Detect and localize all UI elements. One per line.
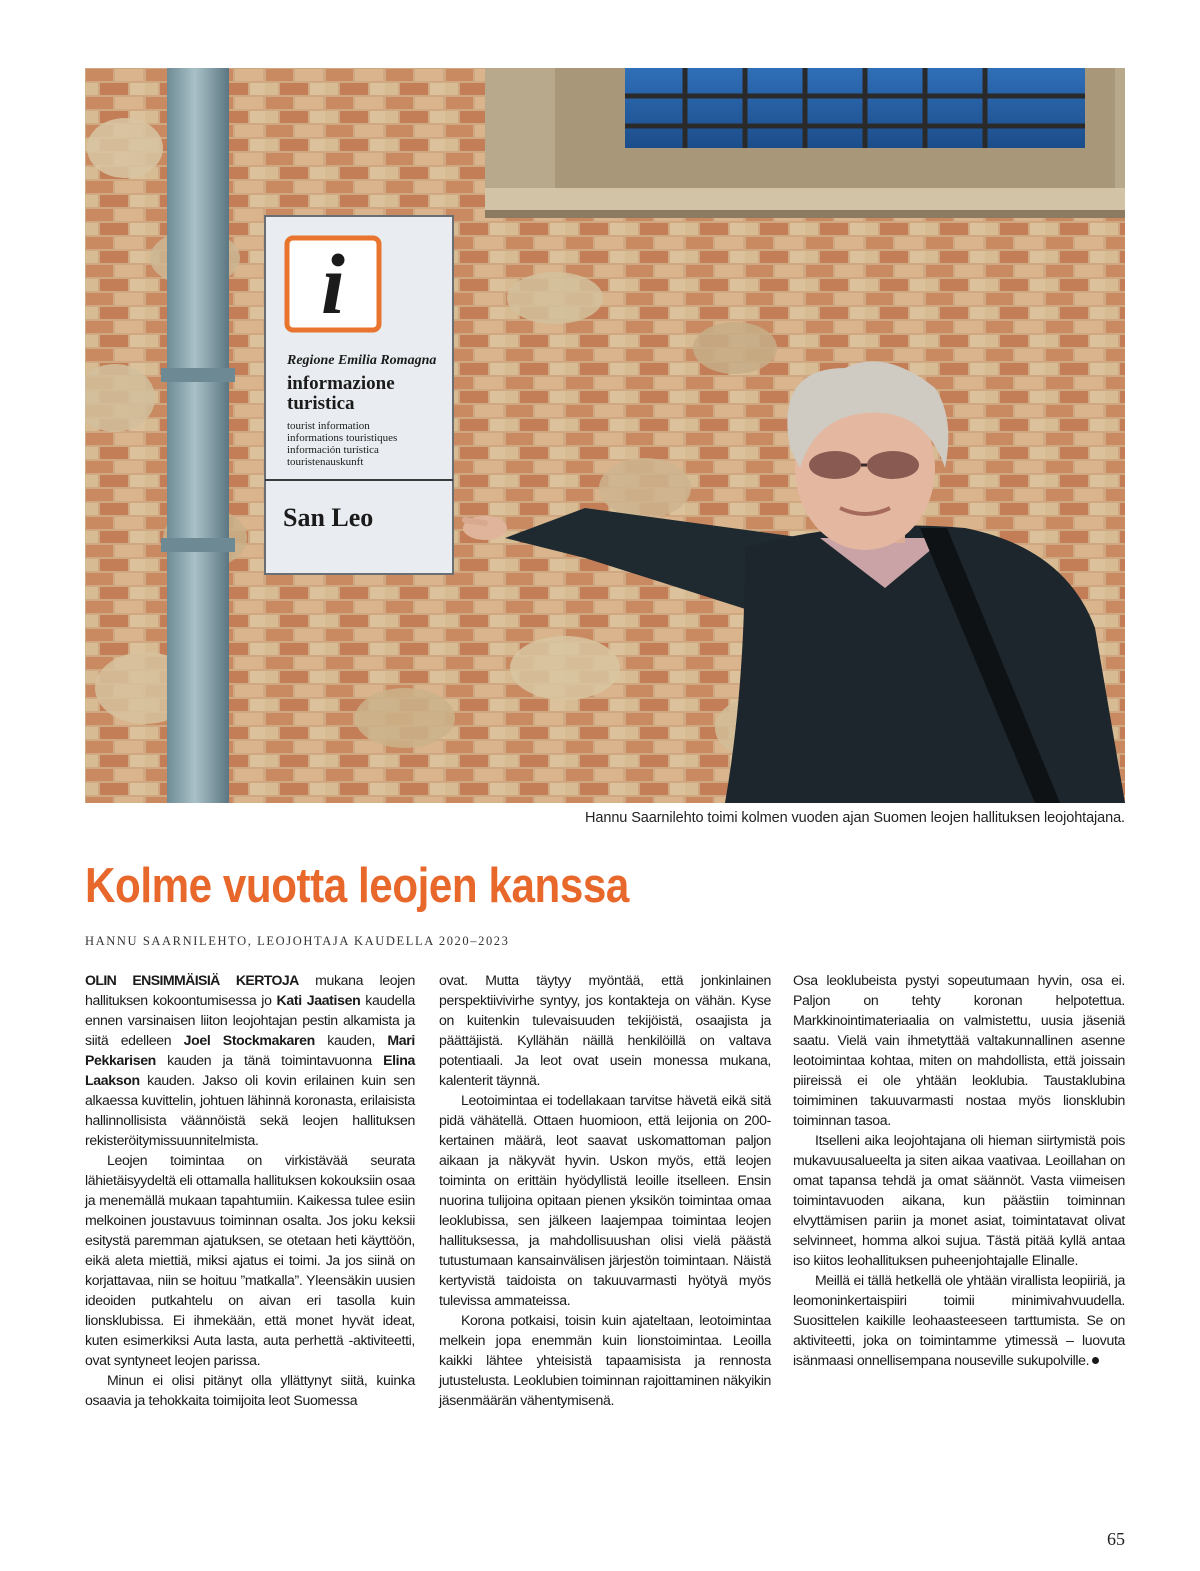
paragraph: Osa leoklubeista pystyi sopeutumaan hyvin, osa ei. Paljon on tehty koronan helpotettua. Markkinointimateriaalia on valmistettu, uusia jäseniä saatu. Vielä vain ihmetyttää valtakunnallinen asenne leotoimintaa kohtaa, miten on mahdollista, että joissain piireissä ei ole yhtään leoklubia. Taustaklubina toimiminen takuuvarmasti nostaa myös lionsklubin toiminnan tasoa. xyxy=(793,972,1125,1128)
text-run: Meillä ei tällä hetkellä ole yhtään virallista leopiiriä, ja leomoninkertaispiiri toimii minimivahvuudella. Suosittelen kaikille leohaasteeseen tarttumista. Se on aktiviteetti, joka on toimintamme ytimessä – luovuta isänmaasi onnellisempana nouseville sukupolville. xyxy=(793,1272,1125,1368)
paragraph: Leotoimintaa ei todellakaan tarvitse hävetä eikä sitä pidä vähätellä. Ottaen huomioon, että leijonia on 200-kertainen määrä, leot saavat uskomattoman paljon aikaan ja näkyvät hyvin. Uskon myös, että leojen toiminta on erittäin hyödyllistä leoille itselleen. Ensin nuorina tulijoina opitaan pienen yksikön toimintaa omaa leoklubissa, sen jälkeen laajempaa toimintaa leojen hallituksessa, ja mahdollisuushan olisi vielä päästä tutustumaan kansainvälisen järjestön toimintaan. Näistä kertyvistä taidoista on takuuvarmasti hyötyä myös tulevissa ammateissa. xyxy=(439,1092,771,1308)
paragraph: Leojen toimintaa on virkistävää seurata lähietäisyydeltä eli ottamalla hallituksen kokouksiin osaa ja menemällä mukaan tapahtumiin. Kaikessa tulee esiin melkoinen joustavuus toiminnan osalta. Jos joku keksii esitystä paremman ajatuksen, se otetaan heti käyttöön, eikä aleta miettiä, miksi ajatus ei toimi. Ja jos siinä on korjattavaa, niin se hoituu ”matkalla”. Yleensäkin uusien ideoiden putkahtelu on aivan eri tasolla kuin lionsklubissa. Ei ihmekään, että monet hyvät ideat, kuten esimerkiksi Auta lasta, auta perhettä -aktiviteetti, ovat syntyneet leojen parissa. xyxy=(85,1152,415,1368)
article-headline: Kolme vuotta leojen kanssa xyxy=(85,859,629,913)
sign-translation: informations touristiques xyxy=(287,432,398,444)
photo-scene xyxy=(85,68,1125,803)
paragraph xyxy=(85,970,415,1150)
sign-region: Regione Emilia Romagna xyxy=(287,353,437,368)
paragraph: Itselleni aika leojohtajana oli hieman siirtymistä pois mukavuusalueelta ja siten aikaa vaativaa. Leoillahan on omat tapansa tehdä ja omat säännöt. Vasta viimeisen toimintavuoden aikana, kun päästiin toiminnan elvyttämisen pariin ja monet asiat, toimintatavat olivat selvinneet, homma alkoi sujua. Tästä pitää kyllä antaa iso kiitos leohallituksen puheenjohtajalle Elinalle. xyxy=(793,1132,1125,1268)
sign-title-1: informazione xyxy=(287,373,395,394)
article-byline: HANNU SAARNILEHTO, LEOJOHTAJA KAUDELLA 2020–2023 xyxy=(85,934,510,948)
column-1 xyxy=(85,970,415,1410)
text-run: kaudella ennen varsinaisen liiton leojohtajan pestin alkamista ja siitä edelleen xyxy=(85,992,415,1048)
sign-translation: touristenauskunft xyxy=(287,456,364,468)
end-mark-icon xyxy=(1092,1357,1099,1364)
lead-in: OLIN ENSIMMÄISIÄ KERTOJA xyxy=(85,972,299,988)
person-name: Joel Stockmakaren xyxy=(183,1032,315,1048)
paragraph: Minun ei olisi pitänyt olla yllättynyt siitä, kuinka osaavia ja tehokkaita toimijoita leot Suomessa xyxy=(85,1372,415,1408)
person-name: Kati Jaatisen xyxy=(276,992,361,1008)
text-run: kauden, xyxy=(314,1032,388,1048)
sign-place: San Leo xyxy=(283,503,374,532)
article-photo xyxy=(85,68,1125,803)
person-name: Elina Laakson xyxy=(85,1052,415,1088)
article-body xyxy=(85,970,1125,1470)
text-run: mukana leojen hallituksen kokoontumisessa jo xyxy=(85,972,415,1008)
column-3 xyxy=(793,970,1125,1370)
page-number: 65 xyxy=(1107,1529,1125,1549)
text-run: kauden. Jakso oli kovin erilainen kuin sen alkaessa kuvittelin, johtuen lähinnä koronasta, erilaisista hallinnollisista väännöistä sekä leojen hallituksen rekisteröitymissuunnitelmista. xyxy=(85,1072,415,1148)
sign-title-2: turistica xyxy=(287,393,355,414)
paragraph: Korona potkaisi, toisin kuin ajateltaan, leotoimintaa melkein jopa enemmän kuin lionstoimintaa. Leoilla kaikki lähtee yhteisistä tapaamisista ja rennosta jutustelusta. Leoklubien toiminnan rajoittaminen näkyikin jäsenmäärän vähentymisenä. xyxy=(439,1312,771,1408)
sign-translation: información turística xyxy=(287,444,379,456)
column-2 xyxy=(439,970,771,1410)
info-letter: i xyxy=(321,236,345,332)
paragraph: ovat. Mutta täytyy myöntää, että jonkinlainen perspektiivivirhe syntyy, jos kontakteja on vähän. Kyse on kuitenkin tulevaisuuden tekijöistä, osaajista ja päättäjistä. Kyllähän näillä henkilöillä on valtava potentiaali. Ja leot ovat usein monessa mukana, kalenterit täynnä. xyxy=(439,972,771,1088)
sign-translation: tourist information xyxy=(287,420,370,432)
text-run: kauden ja tänä toimintavuonna xyxy=(155,1052,384,1068)
photo-caption: Hannu Saarnilehto toimi kolmen vuoden ajan Suomen leojen hallituksen leojohtajana. xyxy=(585,810,1125,826)
paragraph xyxy=(793,1270,1125,1370)
person-name: Mari Pekkarisen xyxy=(85,1032,415,1068)
tourist-info-sign xyxy=(265,216,453,574)
